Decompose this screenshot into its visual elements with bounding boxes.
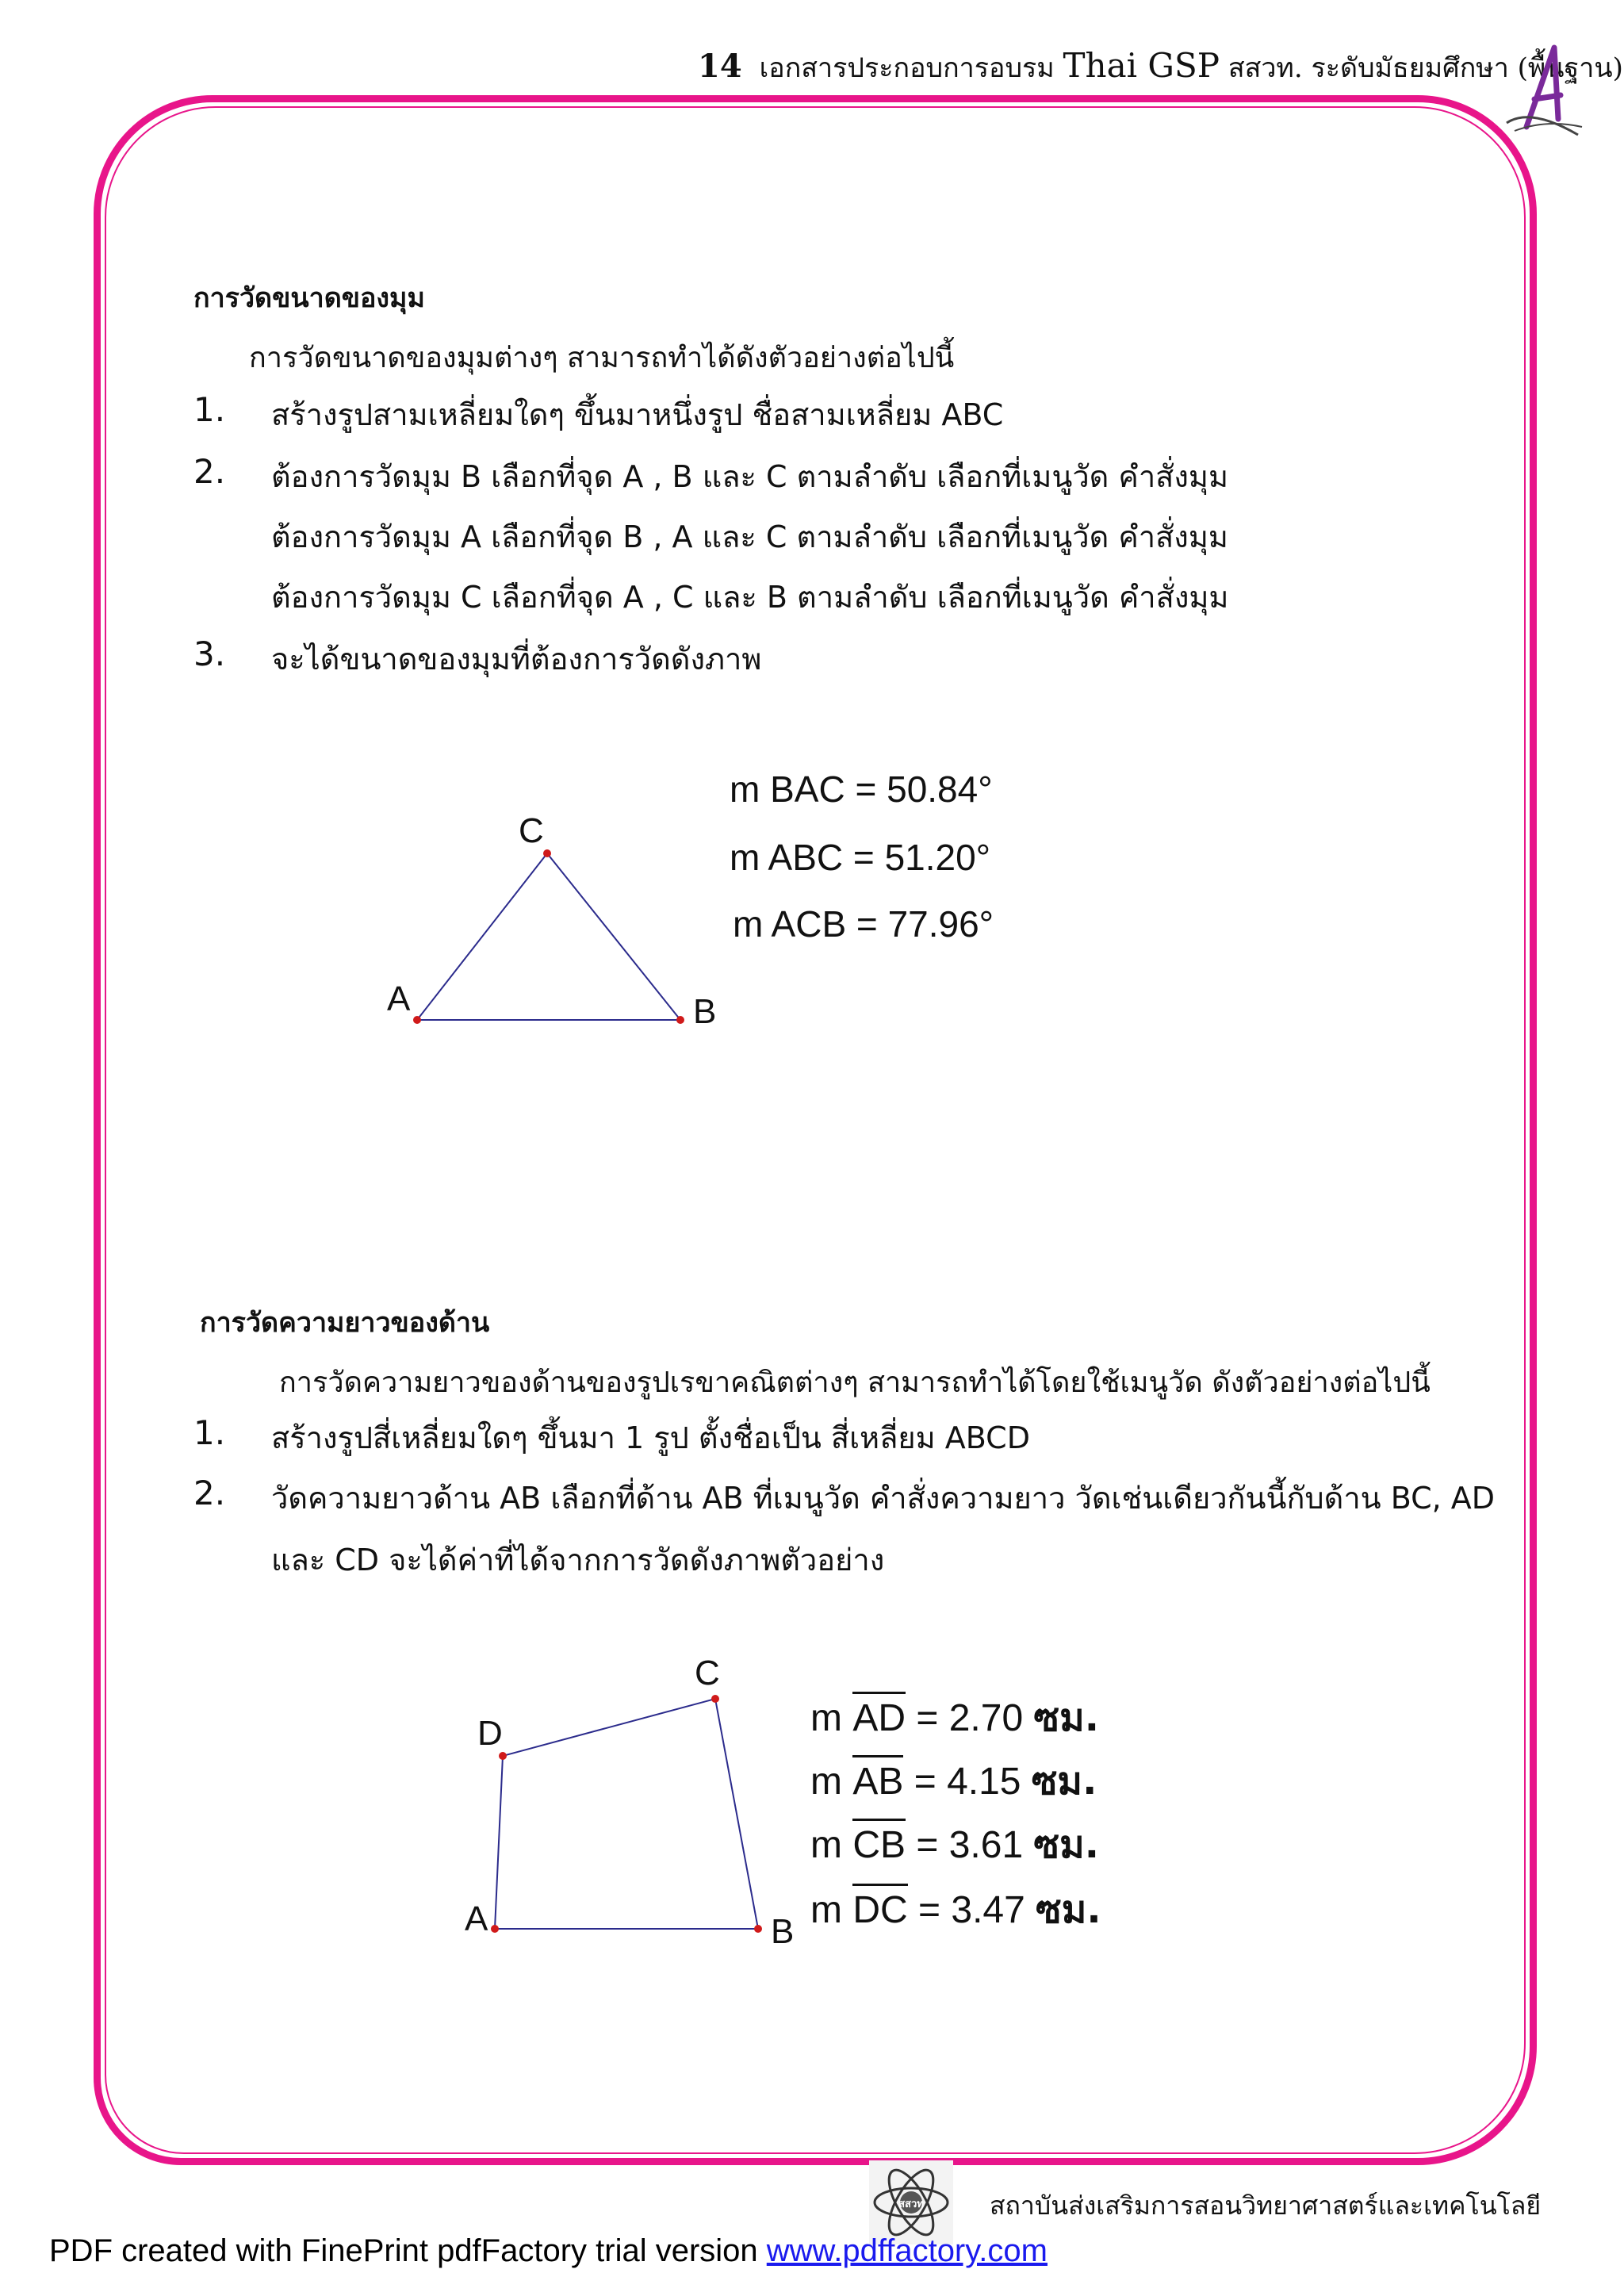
vertex-a xyxy=(491,1925,499,1933)
vertex-b xyxy=(754,1925,762,1933)
header-brand: Thai GSP xyxy=(1063,46,1220,85)
section-heading-length: การวัดความยาวของด้าน xyxy=(200,1307,490,1339)
page-header xyxy=(698,46,1623,94)
step-text: จะได้ขนาดของมุมที่ต้องการวัดดังภาพ xyxy=(271,642,762,677)
triangle-figure xyxy=(373,793,737,1047)
step-text: และ CD จะได้ค่าที่ได้จากการวัดดังภาพตัวอย่าง xyxy=(271,1543,885,1577)
vertex-c xyxy=(711,1695,719,1703)
label-b: B xyxy=(693,992,717,1031)
step-number: 2. xyxy=(193,452,226,491)
pdf-creator-note: PDF created with FinePrint pdfFactory trial version www.pdffactory.com xyxy=(49,2233,1048,2268)
label-a: A xyxy=(465,1899,488,1938)
length-measurement: m AB = 4.15 ซม. xyxy=(810,1759,1097,1803)
step-text: สร้างรูปสามเหลี่ยมใดๆ ขึ้นมาหนึ่งรูป ชื่อสามเหลี่ยม ABC xyxy=(271,397,1004,432)
step-number: 2. xyxy=(193,1474,226,1512)
length-measurement: m AD = 2.70 ซม. xyxy=(810,1696,1099,1740)
step-number: 3. xyxy=(193,634,226,673)
vertex-d xyxy=(499,1752,507,1760)
logo-text: สสวท xyxy=(898,2198,924,2210)
label-a: A xyxy=(387,979,411,1018)
step-text: ต้องการวัดมุม C เลือกที่จุด A , C และ B ตามลำดับ เลือกที่เมนูวัด คำสั่งมุม xyxy=(271,580,1229,615)
label-d: D xyxy=(477,1714,503,1753)
angle-measurement: m BAC = 50.84° xyxy=(730,769,993,810)
triangle-abc xyxy=(417,853,680,1020)
section-intro-angle: การวัดขนาดของมุมต่างๆ สามารถทำได้ดังตัวอย่างต่อไปนี้ xyxy=(249,342,955,374)
angle-measurement: m ACB = 77.96° xyxy=(733,903,994,945)
label-c: C xyxy=(695,1654,720,1692)
section-intro-length: การวัดความยาวของด้านของรูปเรขาคณิตต่างๆ สามารถทำได้โดยใช้เมนูวัด ดังตัวอย่างต่อไปนี้ xyxy=(279,1366,1431,1399)
step-number: 1. xyxy=(193,1413,226,1452)
quadrilateral-abcd xyxy=(495,1699,758,1929)
section-heading-angle: การวัดขนาดของมุม xyxy=(193,282,425,314)
segment-name: DC xyxy=(852,1889,908,1931)
header-title: เอกสารประกอบการอบรม Thai GSP สสวท. ระดับมัธยมศึกษา (พื้นฐาน) xyxy=(759,46,1623,85)
quadrilateral-figure xyxy=(444,1650,809,1951)
step-text: ต้องการวัดมุม B เลือกที่จุด A , B และ C ตามลำดับ เลือกที่เมนูวัด คำสั่งมุม xyxy=(271,459,1229,494)
pdffactory-link[interactable]: www.pdffactory.com xyxy=(766,2233,1048,2268)
label-c: C xyxy=(519,811,544,850)
step-number: 1. xyxy=(193,390,226,429)
header-logo-icon xyxy=(1499,40,1586,143)
length-measurement: m CB = 3.61 ซม. xyxy=(810,1823,1099,1867)
vertex-b xyxy=(676,1016,684,1024)
footer-institute: สถาบันส่งเสริมการสอนวิทยาศาสตร์และเทคโนโลยี xyxy=(990,2191,1542,2221)
angle-measurement: m ABC = 51.20° xyxy=(730,837,991,878)
length-measurement: m DC = 3.47 ซม. xyxy=(810,1888,1101,1932)
segment-name: AB xyxy=(852,1761,904,1803)
page-number: 14 xyxy=(698,48,742,85)
segment-name: CB xyxy=(852,1824,906,1866)
step-text: ต้องการวัดมุม A เลือกที่จุด B , A และ C ตามลำดับ เลือกที่เมนูวัด คำสั่งมุม xyxy=(271,519,1228,554)
step-text: สร้างรูปสี่เหลี่ยมใดๆ ขึ้นมา 1 รูป ตั้งชื่อเป็น สี่เหลี่ยม ABCD xyxy=(271,1420,1030,1455)
label-b: B xyxy=(771,1912,795,1951)
segment-name: AD xyxy=(852,1697,906,1739)
vertex-a xyxy=(413,1016,421,1024)
step-text: วัดความยาวด้าน AB เลือกที่ด้าน AB ที่เมนูวัด คำสั่งความยาว วัดเช่นเดียวกันนี้กับด้าน BC, AD xyxy=(271,1481,1496,1516)
vertex-c xyxy=(543,849,551,857)
